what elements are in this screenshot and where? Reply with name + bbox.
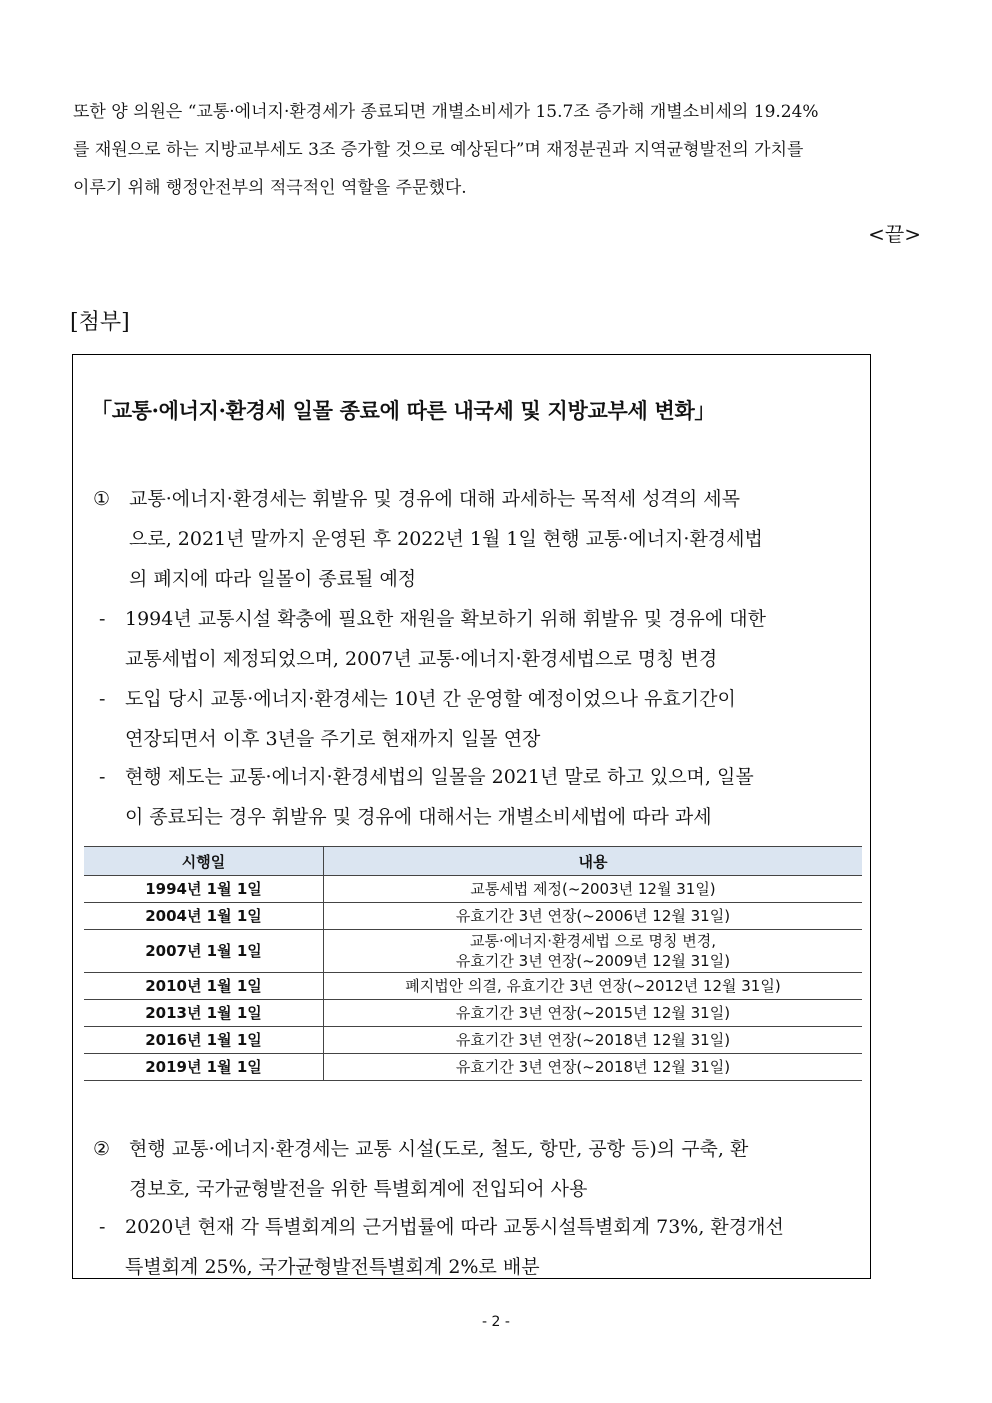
sub-item: [99, 599, 863, 679]
paragraph-1: [93, 479, 863, 599]
paragraph-line: 현행 교통·에너지·환경세는 교통 시설(도로, 철도, 항만, 공항 등)의 구축, 환: [129, 1138, 749, 1160]
date-cell: 2019년 1월 1일: [84, 1054, 324, 1081]
sub-item: [99, 757, 863, 837]
box-title: 「교통·에너지·환경세 일몰 종료에 따른 내국세 및 지방교부세 변화」: [91, 398, 716, 423]
sub-item-line: 도입 당시 교통·에너지·환경세는 10년 간 운영할 예정이었으나 유효기간이: [125, 688, 736, 710]
paragraph-line: 의 폐지에 따라 일몰이 종료될 예정: [129, 568, 417, 590]
table-row: [84, 1054, 862, 1081]
sub-item-line: 현행 제도는 교통·에너지·환경세법의 일몰을 2021년 말로 하고 있으며, 일몰: [125, 766, 754, 788]
date-cell: 2016년 1월 1일: [84, 1027, 324, 1054]
table-row: [84, 876, 862, 903]
intro-paragraph: [73, 93, 921, 207]
intro-line: 를 재원으로 하는 지방교부세도 3조 증가할 것으로 예상된다”며 재정분권과 지역균형발전의 가치를: [73, 140, 804, 160]
sub-item-line: 특별회계 25%, 국가균형발전특별회계 2%로 배분: [125, 1256, 540, 1278]
content-line: 유효기간 3년 연장(~2009년 12월 31일): [455, 952, 731, 970]
circled-number: ①: [93, 488, 111, 510]
paragraph-2: [93, 1129, 863, 1209]
intro-line: 이루기 위해 행정안전부의 적극적인 역할을 주문했다.: [73, 178, 467, 198]
paragraph-line: 교통·에너지·환경세는 휘발유 및 경유에 대해 과세하는 목적세 성격의 세목: [129, 488, 741, 510]
content-cell: 폐지법안 의결, 유효기간 3년 연장(~2012년 12월 31일): [324, 973, 863, 1000]
dash-mark: -: [99, 766, 106, 788]
content-cell: 교통세법 제정(~2003년 12월 31일): [324, 876, 863, 903]
sub-item-line: 이 종료되는 경우 휘발유 및 경유에 대해서는 개별소비세법에 따라 과세: [125, 806, 712, 828]
attachment-box: [72, 354, 871, 1279]
paragraph-line: 경보호, 국가균형발전을 위한 특별회계에 전입되어 사용: [129, 1178, 588, 1200]
intro-line: 또한 양 의원은 “교통·에너지·환경세가 종료되면 개별소비세가 15.7조 증가해 개별소비세의 19.24%: [73, 102, 819, 122]
column-header: 내용: [324, 847, 863, 876]
sub-item: [99, 1207, 863, 1287]
date-cell: 1994년 1월 1일: [84, 876, 324, 903]
table-row: [84, 930, 862, 973]
table-row: [84, 1000, 862, 1027]
sub-item-line: 연장되면서 이후 3년을 주기로 현재까지 일몰 연장: [125, 728, 541, 750]
sub-item-line: 교통세법이 제정되었으며, 2007년 교통·에너지·환경세법으로 명칭 변경: [125, 648, 718, 670]
attachment-label: [첨부]: [70, 310, 130, 335]
date-cell: 2004년 1월 1일: [84, 903, 324, 930]
date-cell: 2007년 1월 1일: [84, 930, 324, 973]
table-row: [84, 903, 862, 930]
date-cell: 2010년 1월 1일: [84, 973, 324, 1000]
column-header: 시행일: [84, 847, 324, 876]
table-row: [84, 1027, 862, 1054]
sub-item-line: 2020년 현재 각 특별회계의 근거법률에 따라 교통시설특별회계 73%, 환경개선: [125, 1216, 784, 1238]
sub-item-line: 1994년 교통시설 확충에 필요한 재원을 확보하기 위해 휘발유 및 경유에 대한: [125, 608, 767, 630]
paragraph-line: 으로, 2021년 말까지 운영된 후 2022년 1월 1일 현행 교통·에너지·환경세법: [129, 528, 763, 550]
end-mark: <끝>: [868, 222, 921, 246]
page-number: - 2 -: [482, 1314, 510, 1330]
dash-mark: -: [99, 1216, 106, 1238]
content-line: 교통·에너지·환경세법 으로 명칭 변경,: [470, 932, 716, 950]
dash-mark: -: [99, 608, 106, 630]
table-header-row: [84, 847, 862, 876]
schedule-table: [84, 846, 862, 1081]
content-cell: 유효기간 3년 연장(~2018년 12월 31일): [324, 1027, 863, 1054]
table-row: [84, 973, 862, 1000]
content-cell: [324, 930, 863, 973]
content-cell: 유효기간 3년 연장(~2018년 12월 31일): [324, 1054, 863, 1081]
sub-item: [99, 679, 863, 759]
dash-mark: -: [99, 688, 106, 710]
content-cell: 유효기간 3년 연장(~2015년 12월 31일): [324, 1000, 863, 1027]
date-cell: 2013년 1월 1일: [84, 1000, 324, 1027]
circled-number: ②: [93, 1138, 111, 1160]
content-cell: 유효기간 3년 연장(~2006년 12월 31일): [324, 903, 863, 930]
